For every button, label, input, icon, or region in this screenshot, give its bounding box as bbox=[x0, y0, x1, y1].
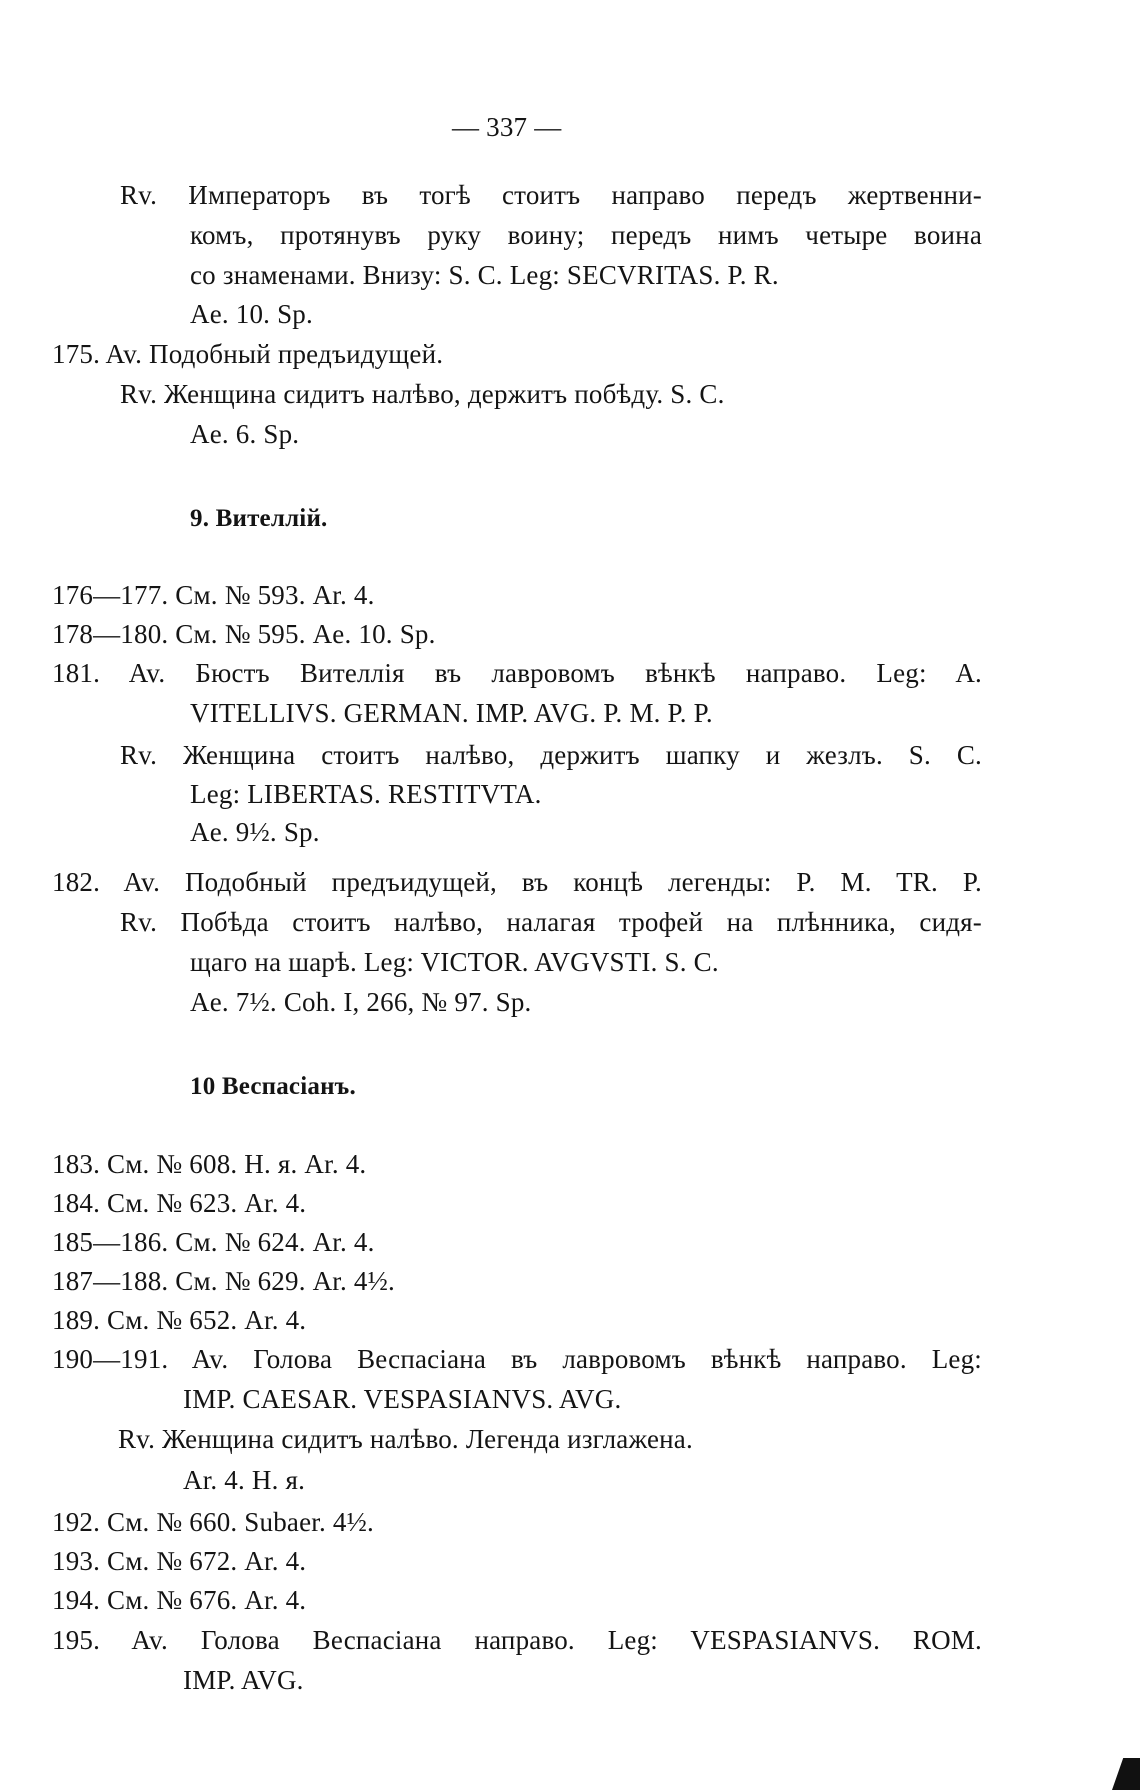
text-line: Ae. 9½. Sp. bbox=[190, 817, 320, 847]
text-line: Rv. Императоръ въ тогѣ стоитъ направо передъ жертвенни- bbox=[120, 180, 982, 210]
page-number: — 337 — bbox=[452, 112, 562, 142]
text-line: 184. См. № 623. Ar. 4. bbox=[52, 1188, 307, 1218]
text-line: Ae. 7½. Coh. I, 266, № 97. Sp. bbox=[190, 987, 532, 1017]
text-line: 189. См. № 652. Ar. 4. bbox=[52, 1305, 307, 1335]
text-line: Rv. Женщина сидитъ налѣво, держитъ побѣду. S. C. bbox=[120, 379, 725, 409]
text-line: со знаменами. Внизу: S. C. Leg: SECVRITAS. P. R. bbox=[190, 260, 779, 290]
text-line: 183. См. № 608. Н. я. Ar. 4. bbox=[52, 1149, 367, 1179]
text-line: 175. Av. Подобный предъидущей. bbox=[52, 339, 444, 369]
text-line: 182. Av. Подобный предъидущей, въ концѣ легенды: P. M. TR. P. bbox=[52, 867, 982, 897]
text-line: 181. Av. Бюстъ Вителлія въ лавровомъ вѣнкѣ направо. Leg: A. bbox=[52, 658, 982, 688]
text-line: 178—180. См. № 595. Ae. 10. Sp. bbox=[52, 619, 436, 649]
text-line: Rv. Побѣда стоитъ налѣво, налагая трофей на плѣнника, сидя- bbox=[120, 907, 982, 937]
text-line: 194. См. № 676. Ar. 4. bbox=[52, 1585, 307, 1615]
text-line: 192. См. № 660. Subaer. 4½. bbox=[52, 1507, 374, 1537]
text-line: комъ, протянувъ руку воину; передъ нимъ четыре воина bbox=[190, 220, 982, 250]
text-line: 195. Av. Голова Веспасіана направо. Leg: VESPASIANVS. ROM. bbox=[52, 1625, 982, 1655]
text-line: Ae. 6. Sp. bbox=[190, 419, 300, 449]
text-line: Leg: LIBERTAS. RESTITVTA. bbox=[190, 779, 542, 809]
text-line: 193. См. № 672. Ar. 4. bbox=[52, 1546, 307, 1576]
text-line: щаго на шарѣ. Leg: VICTOR. AVGVSTI. S. C. bbox=[190, 947, 719, 977]
text-line: 187—188. См. № 629. Ar. 4½. bbox=[52, 1266, 396, 1296]
text-line: Ar. 4. Н. я. bbox=[183, 1465, 306, 1495]
text-line: IMP. AVG. bbox=[183, 1665, 304, 1695]
text-line: IMP. CAESAR. VESPASIANVS. AVG. bbox=[183, 1384, 622, 1414]
text-line: 185—186. См. № 624. Ar. 4. bbox=[52, 1227, 375, 1257]
text-line: Rv. Женщина сидитъ налѣво. Легенда изглажена. bbox=[118, 1424, 693, 1454]
page-corner-mark bbox=[1112, 1758, 1140, 1790]
text-line: 176—177. См. № 593. Ar. 4. bbox=[52, 580, 375, 610]
text-line: 190—191. Av. Голова Веспасіана въ лавровомъ вѣнкѣ направо. Leg: bbox=[52, 1344, 982, 1374]
section-heading: 9. Вителлій. bbox=[190, 505, 328, 532]
text-line: Ae. 10. Sp. bbox=[190, 299, 313, 329]
section-heading: 10 Веспасіанъ. bbox=[190, 1073, 356, 1100]
text-line: VITELLIVS. GERMAN. IMP. AVG. P. M. P. P. bbox=[190, 698, 713, 728]
text-line: Rv. Женщина стоитъ налѣво, держитъ шапку и жезлъ. S. C. bbox=[120, 740, 982, 770]
